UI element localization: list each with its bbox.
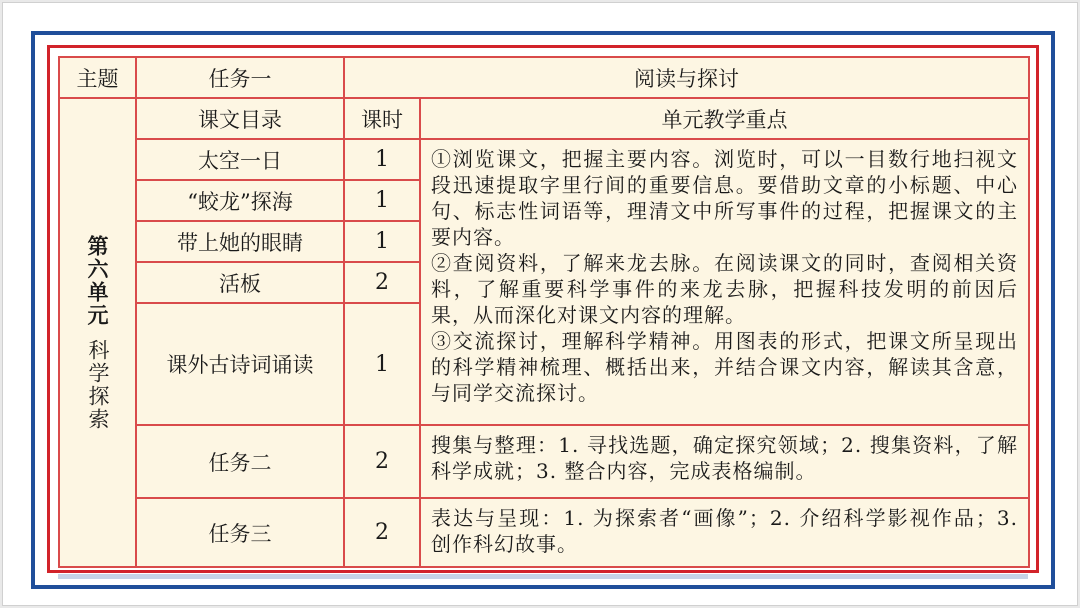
unit-plan-table-container (58, 56, 1028, 566)
class-hours-header: 课时 (344, 98, 420, 139)
task-header: 任务一 (136, 57, 344, 98)
task2-desc: 搜集与整理：1. 寻找选题，确定探究领域；2. 搜集资料，了解科学成就；3. 整合内容，完成表格编制。 (420, 425, 1029, 498)
task2-name: 任务二 (136, 425, 344, 498)
lesson-hours: 1 (344, 180, 420, 221)
lesson-title: “蛟龙”探海 (136, 180, 344, 221)
key-point-1: ①浏览课文，把握主要内容。浏览时，可以一目数行地扫视文段迅速提取字里行间的重要信息。要借助文章的小标题、中心句、标志性词语等，理清文中所写事件的过程，把握课文的主要内容。 (431, 147, 1018, 249)
lesson-title: 课外古诗词诵读 (136, 303, 344, 425)
task2-row (59, 425, 1029, 498)
key-points-header: 单元教学重点 (420, 98, 1029, 139)
header-row (59, 57, 1029, 98)
task3-hours: 2 (344, 498, 420, 567)
lesson-title: 带上她的眼睛 (136, 221, 344, 262)
unit-plan-table (58, 56, 1030, 568)
task3-row (59, 498, 1029, 567)
theme-cell (59, 98, 136, 567)
topic-label: 科学探索 (86, 338, 110, 431)
table-row (59, 139, 1029, 180)
slide (2, 2, 1078, 606)
subheader-row (59, 98, 1029, 139)
theme-header: 主题 (59, 57, 136, 98)
task-title-header: 阅读与探讨 (344, 57, 1029, 98)
key-point-2: ②查阅资料，了解来龙去脉。在阅读课文的同时，查阅相关资料，了解重要科学事件的来龙去脉，把握科技发明的前因后果，从而深化对课文内容的理解。 (431, 251, 1018, 327)
task2-hours: 2 (344, 425, 420, 498)
lesson-title: 活板 (136, 262, 344, 303)
unit-label: 第六单元 (85, 234, 110, 327)
lesson-hours: 1 (344, 221, 420, 262)
lesson-list-header: 课文目录 (136, 98, 344, 139)
bottom-bar (58, 574, 1028, 579)
lesson-hours: 2 (344, 262, 420, 303)
task3-desc: 表达与呈现：1. 为探索者“画像”；2. 介绍科学影视作品；3. 创作科幻故事。 (420, 498, 1029, 567)
lesson-hours: 1 (344, 139, 420, 180)
lesson-hours: 1 (344, 303, 420, 425)
lesson-title: 太空一日 (136, 139, 344, 180)
key-point-3: ③交流探讨，理解科学精神。用图表的形式，把课文所呈现出的科学精神梳理、概括出来，并结合课文内容，解读其含意，与同学交流探讨。 (431, 329, 1018, 405)
task3-name: 任务三 (136, 498, 344, 567)
key-points-cell (420, 139, 1029, 425)
